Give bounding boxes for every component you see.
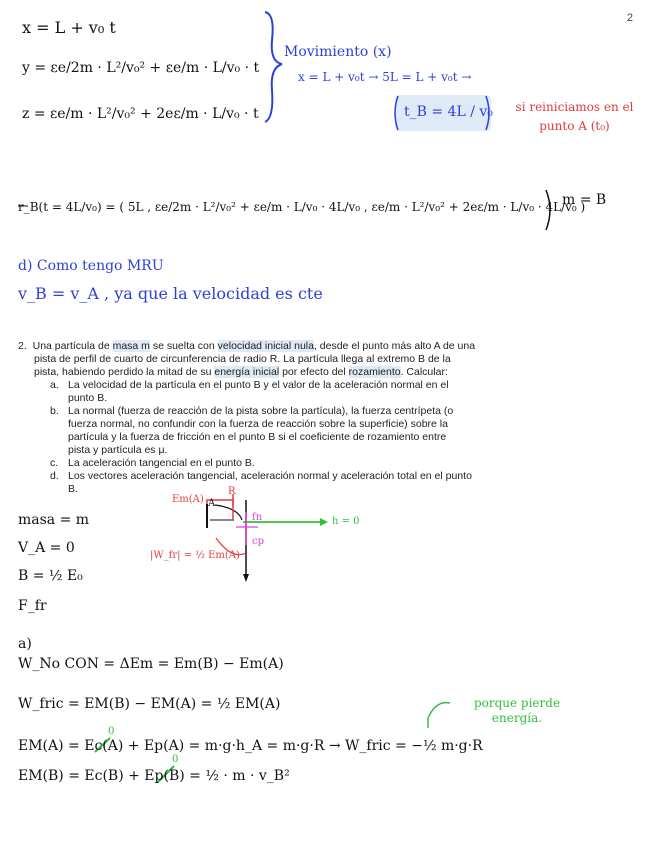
x-equation: x = L + v₀ t — [22, 18, 116, 37]
restart-note: si reiniciamos en el punto A (t₀) — [515, 100, 634, 133]
item-b: b. La normal (fuerza de reacción de la pista sobre la partícula), la fuerza centrípeta (o fuerza normal, no confundir con la fuerza de reacción sobre la superficie) sobre la partícula y la fuerza de fricción en el punto B si el coeficiente de rozamiento entre pista y partícula es μ. — [50, 405, 454, 456]
data-mass: masa = m — [18, 512, 90, 528]
z-equation: z = εe/m · L²/v₀² + 2eε/m · L/v₀ · t — [22, 106, 259, 122]
problem-block — [18, 340, 488, 496]
diagram-A: A — [208, 498, 216, 509]
m-equals-B: m = B — [562, 192, 607, 208]
part-a-eq4: EM(B) = Ec(B) + Ep(B) = ½ · m · v_B² — [18, 768, 290, 784]
page-number: 2 — [626, 12, 633, 24]
highlight-energia: energía inicial — [214, 366, 280, 378]
item-a: a. La velocidad de la partícula en el punto B y el valor de la aceleración normal en el punto B. — [50, 379, 449, 404]
highlight-velocidad: velocidad inicial nula — [217, 340, 314, 352]
position-B-equation: r_B(t = 4L/v₀) = ( 5L , εe/2m · L²/v₀² + εe/m · L/v₀ · 4L/v₀ , εe/m · L²/v₀² + 2eε/m · L/v₀ · 4L/v₀ ) — [18, 200, 586, 214]
diagram-wfr: |W_fr| = ½ Em(A) — [150, 550, 240, 561]
part-d-title: d) Como tengo MRU — [18, 258, 164, 274]
data-B: B = ½ E₀ — [18, 568, 83, 584]
item-d: d. Los vectores aceleración tangencial, aceleración normal y aceleración total en el punto B. — [50, 470, 472, 495]
data-Ffr: F_fr — [18, 598, 47, 614]
part-a-label: a) — [18, 636, 32, 652]
movement-equation: x = L + v₀t → 5L = L + v₀t → — [298, 70, 472, 84]
part-a-note: porque pierde energía. — [473, 696, 561, 725]
item-c: c. La aceleración tangencial en el punto B. — [50, 457, 255, 469]
diagram-R: R — [228, 486, 236, 497]
part-a-eq2: W_fric = EM(B) − EM(A) = ½ EM(A) — [18, 696, 281, 712]
zero-mark-2: 0 — [172, 754, 179, 765]
part-a-eq1: W_No CON = ΔEm = Em(B) − Em(A) — [18, 656, 284, 672]
diagram-cp: cp — [252, 536, 265, 547]
data-vA: V_A = 0 — [18, 540, 75, 556]
problem-line-1: 2. Una partícula de masa m se suelta con velocidad inicial nula, desde el punto más alto A de una — [18, 340, 476, 352]
diagram-fn: fn — [252, 512, 263, 523]
diagram-emA: Em(A) — [172, 494, 204, 505]
problem-items — [18, 379, 488, 496]
part-d-equation: v_B = v_A , ya que la velocidad es cte — [18, 284, 323, 303]
problem-number: 2. — [18, 340, 27, 352]
problem-line-2: pista de perfil de cuarto de circunferencia de radio R. La partícula llega al extremo B de la — [34, 353, 451, 365]
zero-mark-1: 0 — [108, 726, 115, 737]
tB-equation: t_B = 4L / v₀ — [404, 104, 493, 120]
diagram-h0: h = 0 — [332, 516, 360, 527]
movement-title: Movimiento (x) — [284, 44, 392, 60]
highlight-masa: masa m — [112, 340, 150, 352]
problem-line-3: pista, habiendo perdido la mitad de su energía inicial por efecto del rozamiento. Calcular: — [34, 366, 448, 378]
highlight-rozamiento: rozamiento — [348, 366, 401, 378]
part-a-eq3: EM(A) = Ec(A) + Ep(A) = m·g·h_A = m·g·R → W_fric = −½ m·g·R — [18, 738, 483, 754]
y-equation: y = εe/2m · L²/v₀² + εe/m · L/v₀ · t — [22, 60, 260, 76]
